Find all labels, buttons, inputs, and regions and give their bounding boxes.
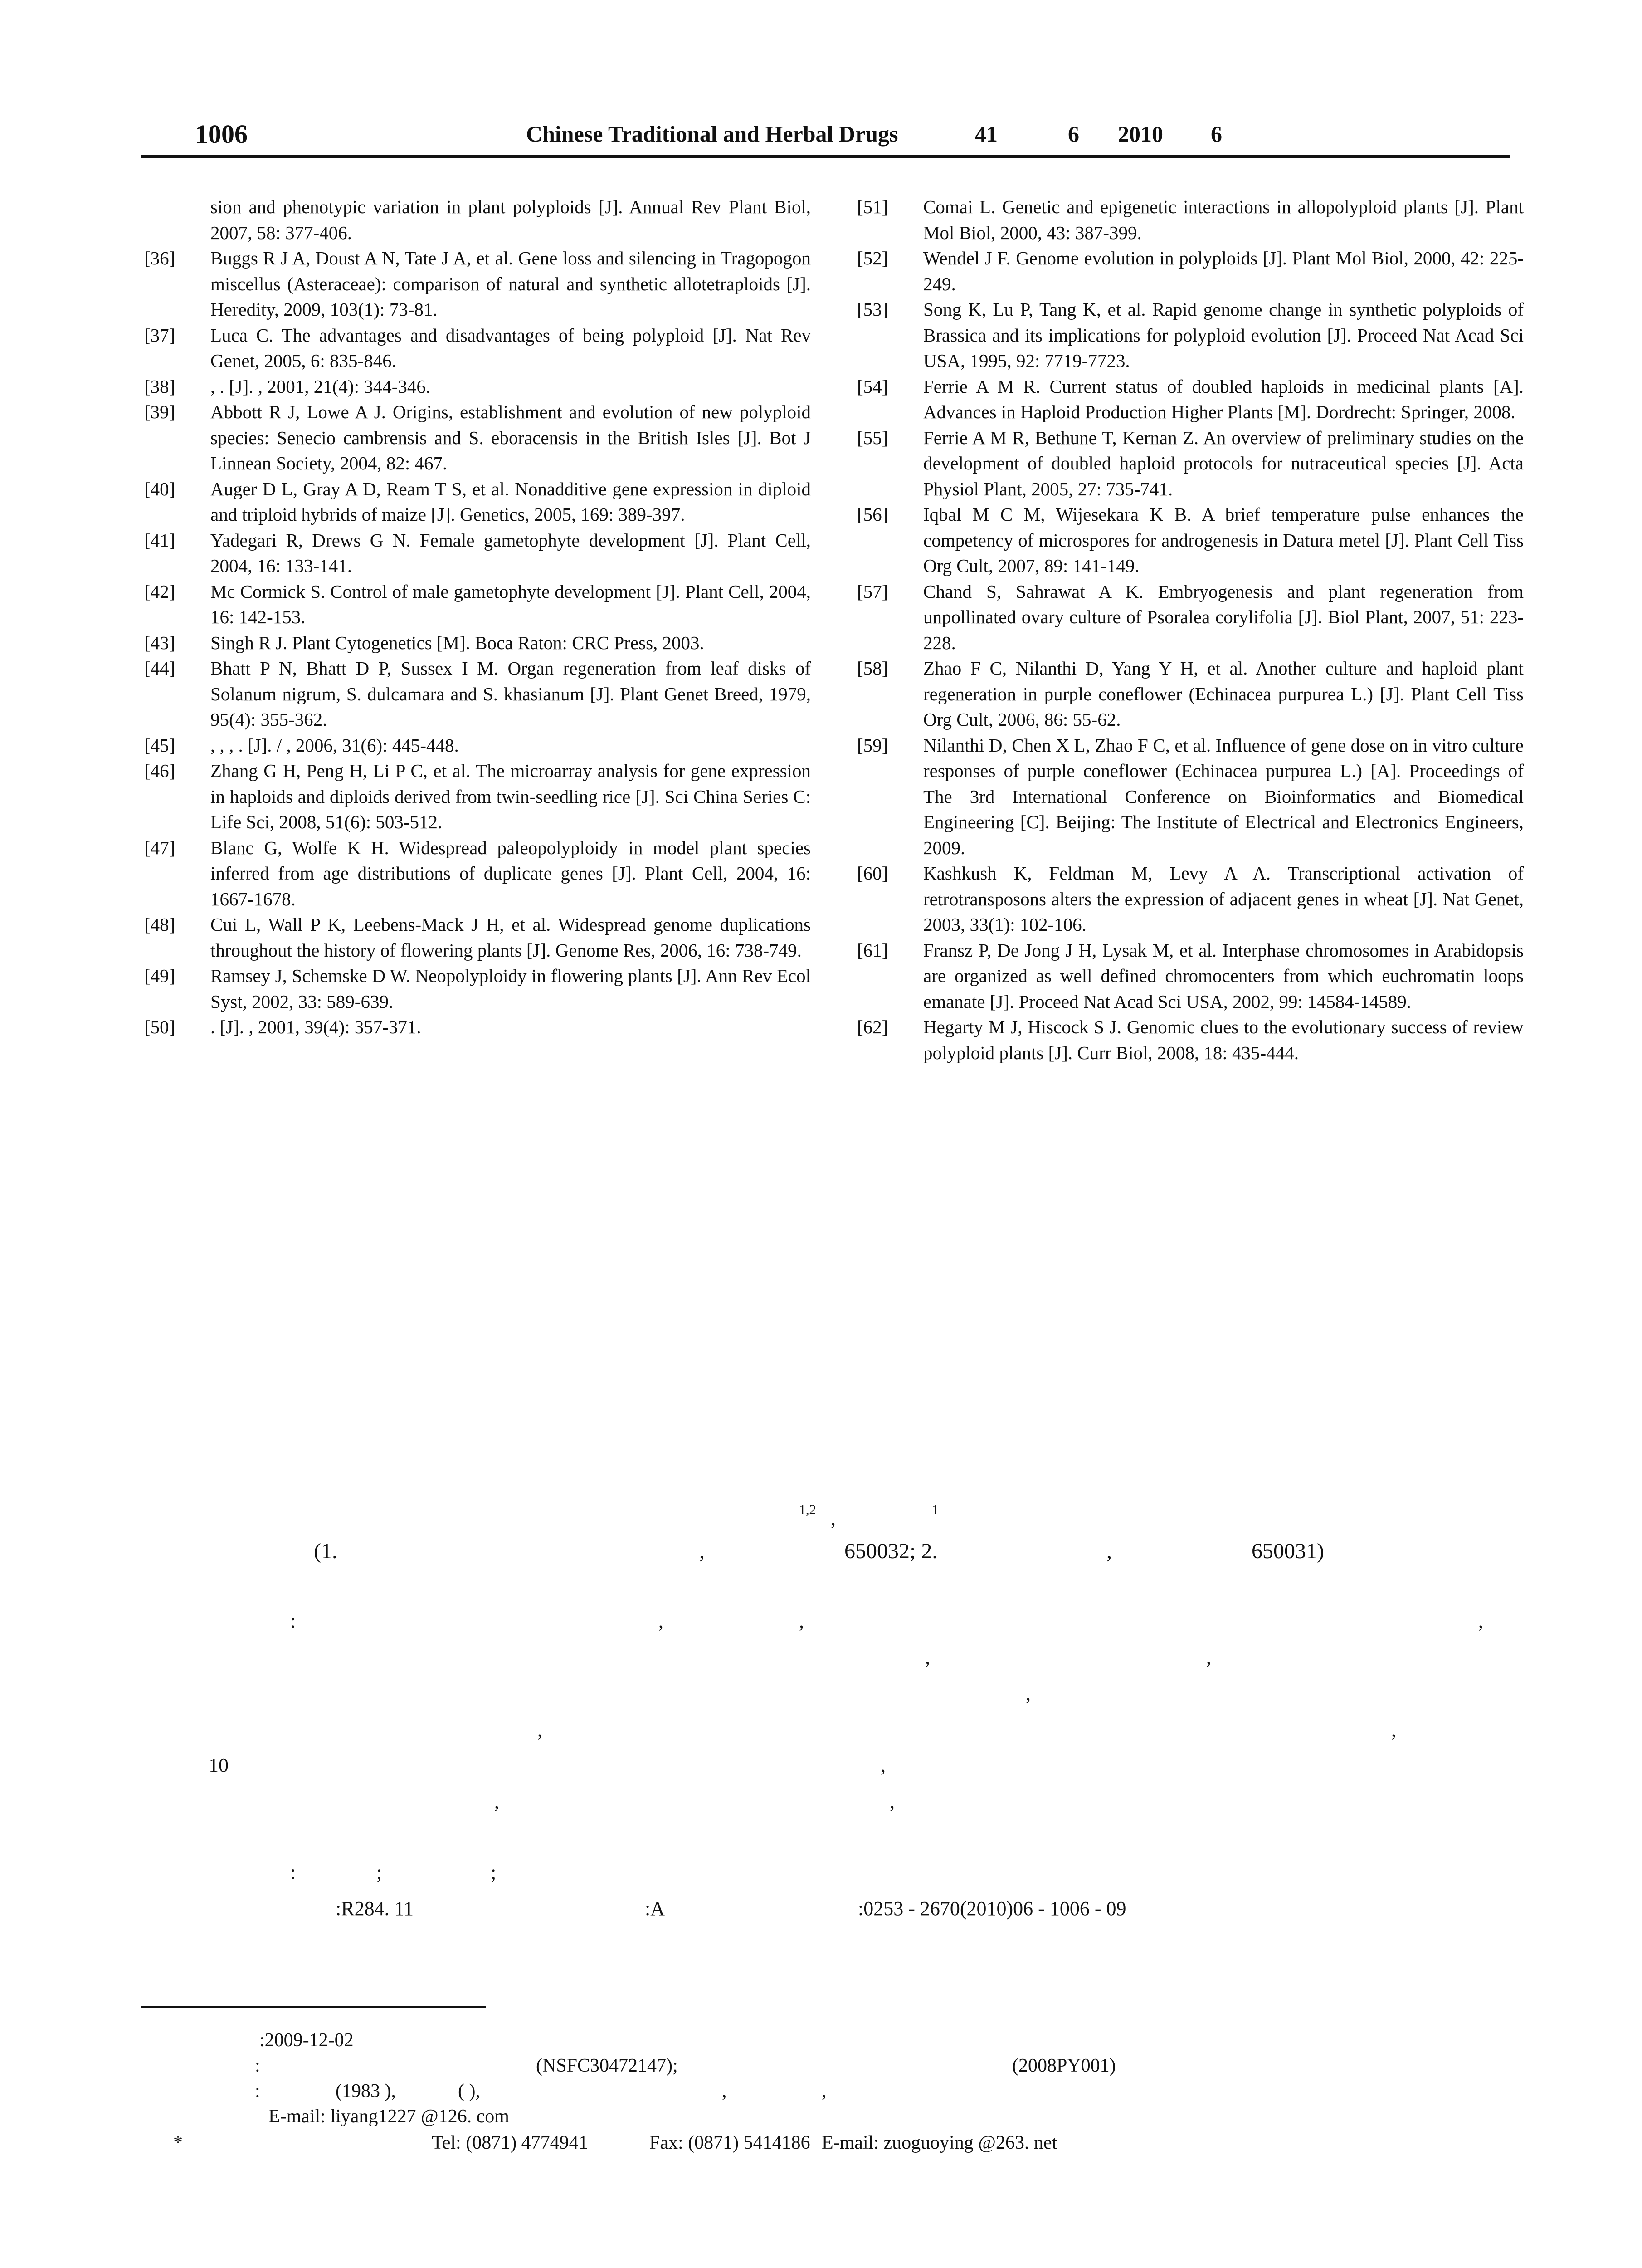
reference-list-left xyxy=(144,194,811,1040)
reference-number: [40] xyxy=(144,478,175,499)
journal-month: 6 xyxy=(1211,121,1222,147)
author-email: E-mail: liyang1227 @126. com xyxy=(268,2106,509,2127)
reference-text: Comai L. Genetic and epigenetic interactions in allopolyploid plants [J]. Plant Mol Biol, 2000, 43: 387-399. xyxy=(923,196,1524,243)
reference-number: [41] xyxy=(144,529,175,551)
bio-birth-year: (1983 ), xyxy=(336,2081,396,2102)
abstract-punct: , xyxy=(799,1610,804,1632)
reference-item xyxy=(857,938,1524,1015)
bio-label-colon: : xyxy=(255,2081,260,2102)
reference-text: Hegarty M J, Hiscock S J. Genomic clues to the evolutionary success of review polyploid plants [J]. Curr Biol, 2008, 18: 435-444. xyxy=(923,1017,1524,1063)
reference-number: [55] xyxy=(857,427,888,448)
reference-text: Singh R J. Plant Cytogenetics [M]. Boca Raton: CRC Press, 2003. xyxy=(210,632,704,653)
reference-number: [46] xyxy=(144,760,175,781)
reference-number: [53] xyxy=(857,299,888,320)
reference-text: Kashkush K, Feldman M, Levy A A. Transcriptional activation of retrotransposons alters the expression of adjacent genes in wheat [J]. Nat Genet, 2003, 33(1): 102-106. xyxy=(923,863,1524,935)
reference-text: Ramsey J, Schemske D W. Neopolyploidy in flowering plants [J]. Ann Rev Ecol Syst, 2002, 33: 589-639. xyxy=(210,965,811,1012)
reference-number: [39] xyxy=(144,401,175,422)
reference-number: [56] xyxy=(857,504,888,525)
reference-text: Fransz P, De Jong J H, Lysak M, et al. Interphase chromosomes in Arabidopsis are organized as well defined chromocenters from which euchromatin loops emanate [J]. Proceed Nat Acad Sci USA, 2002, 99: 14584-14589. xyxy=(923,939,1524,1012)
abstract-punct: , xyxy=(1026,1682,1031,1705)
reference-text: Abbott R J, Lowe A J. Origins, establishment and evolution of new polyploid species: Senecio cambrensis and S. eboracensis in the British Isles [J]. Bot J Linnean Society, 2004, 82: 467. xyxy=(210,401,811,474)
author-affil-sup-1: 1,2 xyxy=(799,1502,816,1517)
reference-number: [49] xyxy=(144,965,175,986)
reference-text: , . [J]. , 2001, 21(4): 344-346. xyxy=(210,376,431,397)
reference-item xyxy=(144,476,811,528)
fund-nsfc: (NSFC30472147); xyxy=(536,2055,678,2076)
abstract-punct: , xyxy=(1478,1610,1483,1632)
abstract-punct: , xyxy=(1206,1646,1211,1668)
footnote-rule xyxy=(141,2006,486,2008)
journal-volume: 41 xyxy=(975,121,998,147)
reference-item xyxy=(144,323,811,374)
article-id: :0253 - 2670(2010)06 - 1006 - 09 xyxy=(858,1897,1126,1920)
header-rule xyxy=(141,155,1510,158)
reference-number: [54] xyxy=(857,376,888,397)
abstract-number: 10 xyxy=(209,1754,229,1776)
journal-title: Chinese Traditional and Herbal Drugs xyxy=(526,121,898,147)
affiliation-1-label: (1. xyxy=(314,1539,337,1563)
abstract-punct: , xyxy=(1391,1719,1396,1741)
reference-number: [47] xyxy=(144,837,175,858)
reference-number: [58] xyxy=(857,658,888,679)
reference-text: Mc Cormick S. Control of male gametophyte development [J]. Plant Cell, 2004, 16: 142-153. xyxy=(210,581,811,627)
reference-text: Yadegari R, Drews G N. Female gametophyte development [J]. Plant Cell, 2004, 16: 133-141. xyxy=(210,529,811,576)
reference-text: Wendel J F. Genome evolution in polyploids [J]. Plant Mol Biol, 2000, 42: 225-249. xyxy=(923,248,1524,294)
author-affil-sup-2: 1 xyxy=(932,1502,939,1517)
reference-text: Ferrie A M R. Current status of doubled haploids in medicinal plants [A]. Advances in Haploid Production Higher Plants [M]. Dordrecht: Springer, 2008. xyxy=(923,376,1524,422)
reference-text: Bhatt P N, Bhatt D P, Sussex I M. Organ regeneration from leaf disks of Solanum nigrum, S. dulcamara and S. khasianum [J]. Plant Genet Breed, 1979, 95(4): 355-362. xyxy=(210,658,811,730)
reference-text: Nilanthi D, Chen X L, Zhao F C, et al. Influence of gene dose on in vitro culture responses of purple coneflower (Echinacea purpurea L.) [A]. Proceedings of The 3rd International Conference on Bioinformatics and Biomedical Engineering [C]. Beijing: The Institute of Electrical and Electronics Engineers, 2009. xyxy=(923,734,1524,858)
reference-number: [42] xyxy=(144,581,175,602)
reference-number: [62] xyxy=(857,1017,888,1037)
reference-item xyxy=(144,399,811,476)
reference-number: [61] xyxy=(857,939,888,961)
bio-punct: , xyxy=(722,2081,727,2102)
affiliation-zip-1: 650032; 2. xyxy=(844,1539,938,1563)
reference-number: [51] xyxy=(857,196,888,217)
reference-text: Zhao F C, Nilanthi D, Yang Y H, et al. Another culture and haploid plant regeneration in purple coneflower (Echinacea purpurea L.) [J]. Plant Cell Tiss Org Cult, 2006, 86: 55-62. xyxy=(923,658,1524,730)
keywords-separator: ; xyxy=(376,1861,382,1883)
reference-item xyxy=(144,912,811,963)
reference-item xyxy=(857,502,1524,579)
reference-text: Chand S, Sahrawat A K. Embryogenesis and plant regeneration from unpollinated ovary culture of Psoralea corylifolia [J]. Biol Plant, 2007, 51: 223-228. xyxy=(923,581,1524,653)
reference-item xyxy=(144,655,811,733)
reference-text: sion and phenotypic variation in plant polyploids [J]. Annual Rev Plant Biol, 2007, 58: 377-406. xyxy=(210,196,811,243)
fund-project-2: (2008PY001) xyxy=(1012,2055,1116,2076)
reference-item xyxy=(144,963,811,1014)
affiliation-zip-2: 650031) xyxy=(1252,1539,1324,1563)
fund-label-colon: : xyxy=(255,2055,260,2076)
abstract-label-colon: : xyxy=(290,1610,296,1632)
affiliation-comma-2: , xyxy=(1106,1539,1112,1563)
reference-number: [37] xyxy=(144,324,175,346)
reference-item xyxy=(144,245,811,323)
reference-item xyxy=(857,733,1524,861)
reference-item xyxy=(144,579,811,630)
reference-item xyxy=(857,860,1524,938)
reference-item xyxy=(857,1014,1524,1066)
reference-item xyxy=(144,733,811,758)
reference-number: [52] xyxy=(857,248,888,269)
reference-item xyxy=(144,835,811,912)
reference-item xyxy=(857,245,1524,297)
abstract-punct: , xyxy=(537,1719,542,1741)
reference-text: Luca C. The advantages and disadvantages of being polyploid [J]. Nat Rev Genet, 2005, 6: 835-846. xyxy=(210,324,811,371)
keywords-separator: ; xyxy=(491,1861,497,1883)
reference-number: [59] xyxy=(857,734,888,756)
reference-item xyxy=(857,425,1524,502)
reference-text: Zhang G H, Peng H, Li P C, et al. The microarray analysis for gene expression in haploids and diploids derived from twin-seedling rice [J]. Sci China Series C: Life Sci, 2008, 51(6): 503-512. xyxy=(210,760,811,832)
reference-item xyxy=(144,528,811,579)
abstract-punct: , xyxy=(658,1610,663,1632)
bio-parenthetical: ( ), xyxy=(458,2081,480,2102)
reference-item xyxy=(144,630,811,656)
corresponding-star: * xyxy=(173,2132,183,2153)
reference-number: [43] xyxy=(144,632,175,653)
journal-year: 2010 xyxy=(1118,121,1163,147)
reference-item xyxy=(857,655,1524,733)
page-number: 1006 xyxy=(195,119,248,149)
reference-number: [50] xyxy=(144,1017,175,1037)
reference-number: [48] xyxy=(144,914,175,935)
reference-list-right xyxy=(857,194,1524,1066)
reference-text: Blanc G, Wolfe K H. Widespread paleopolyploidy in model plant species inferred from age distributions of duplicate genes [J]. Plant Cell, 2004, 16: 1667-1678. xyxy=(210,837,811,909)
reference-item xyxy=(144,758,811,835)
abstract-punct: , xyxy=(494,1790,499,1813)
abstract-punct: , xyxy=(881,1754,886,1776)
corresponding-email: E-mail: zuoguoying @263. net xyxy=(822,2132,1057,2153)
reference-item xyxy=(144,194,811,245)
reference-item xyxy=(144,1014,811,1040)
reference-number: [45] xyxy=(144,734,175,756)
clc-number: :R284. 11 xyxy=(336,1897,414,1920)
reference-text: Ferrie A M R, Bethune T, Kernan Z. An overview of preliminary studies on the development of doubled haploid protocols for nutraceutical species [J]. Acta Physiol Plant, 2005, 27: 735-741. xyxy=(923,427,1524,499)
reference-number: [44] xyxy=(144,658,175,679)
reference-text: Cui L, Wall P K, Leebens-Mack J H, et al. Widespread genome duplications throughout the history of flowering plants [J]. Genome Res, 2006, 16: 738-749. xyxy=(210,914,811,961)
abstract-punct: , xyxy=(890,1790,895,1813)
received-date: :2009-12-02 xyxy=(259,2030,354,2051)
abstract-punct: , xyxy=(925,1646,930,1668)
reference-item xyxy=(857,194,1524,245)
reference-text: , , , . [J]. / , 2006, 31(6): 445-448. xyxy=(210,734,459,756)
reference-number: [36] xyxy=(144,248,175,269)
reference-item xyxy=(857,297,1524,374)
keywords-label-colon: : xyxy=(290,1861,296,1883)
reference-number: [38] xyxy=(144,376,175,397)
corresponding-tel: Tel: (0871) 4774941 xyxy=(432,2132,588,2153)
reference-text: Iqbal M C M, Wijesekara K B. A brief temperature pulse enhances the competency of microspores for androgenesis in Datura metel [J]. Plant Cell Tiss Org Cult, 2007, 89: 141-149. xyxy=(923,504,1524,576)
bio-punct: , xyxy=(822,2081,827,2102)
affiliation-comma-1: , xyxy=(699,1539,705,1563)
author-separator: , xyxy=(831,1507,836,1530)
journal-issue: 6 xyxy=(1068,121,1079,147)
reference-item xyxy=(857,579,1524,656)
reference-item xyxy=(857,374,1524,425)
corresponding-fax: Fax: (0871) 5414186 xyxy=(649,2132,810,2153)
reference-text: . [J]. , 2001, 39(4): 357-371. xyxy=(210,1017,421,1037)
document-code: :A xyxy=(645,1897,665,1920)
reference-text: Auger D L, Gray A D, Ream T S, et al. Nonadditive gene expression in diploid and triploid hybrids of maize [J]. Genetics, 2005, 169: 389-397. xyxy=(210,478,811,525)
reference-number: [60] xyxy=(857,863,888,884)
reference-text: Song K, Lu P, Tang K, et al. Rapid genome change in synthetic polyploids of Brassica and its implications for polyploid evolution [J]. Proceed Nat Acad Sci USA, 1995, 92: 7719-7723. xyxy=(923,299,1524,371)
reference-item xyxy=(144,374,811,400)
reference-number: [57] xyxy=(857,581,888,602)
reference-text: Buggs R J A, Doust A N, Tate J A, et al. Gene loss and silencing in Tragopogon miscellus (Asteraceae): comparison of natural and synthetic allotetraploids [J]. Heredity, 2009, 103(1): 73-81. xyxy=(210,248,811,320)
